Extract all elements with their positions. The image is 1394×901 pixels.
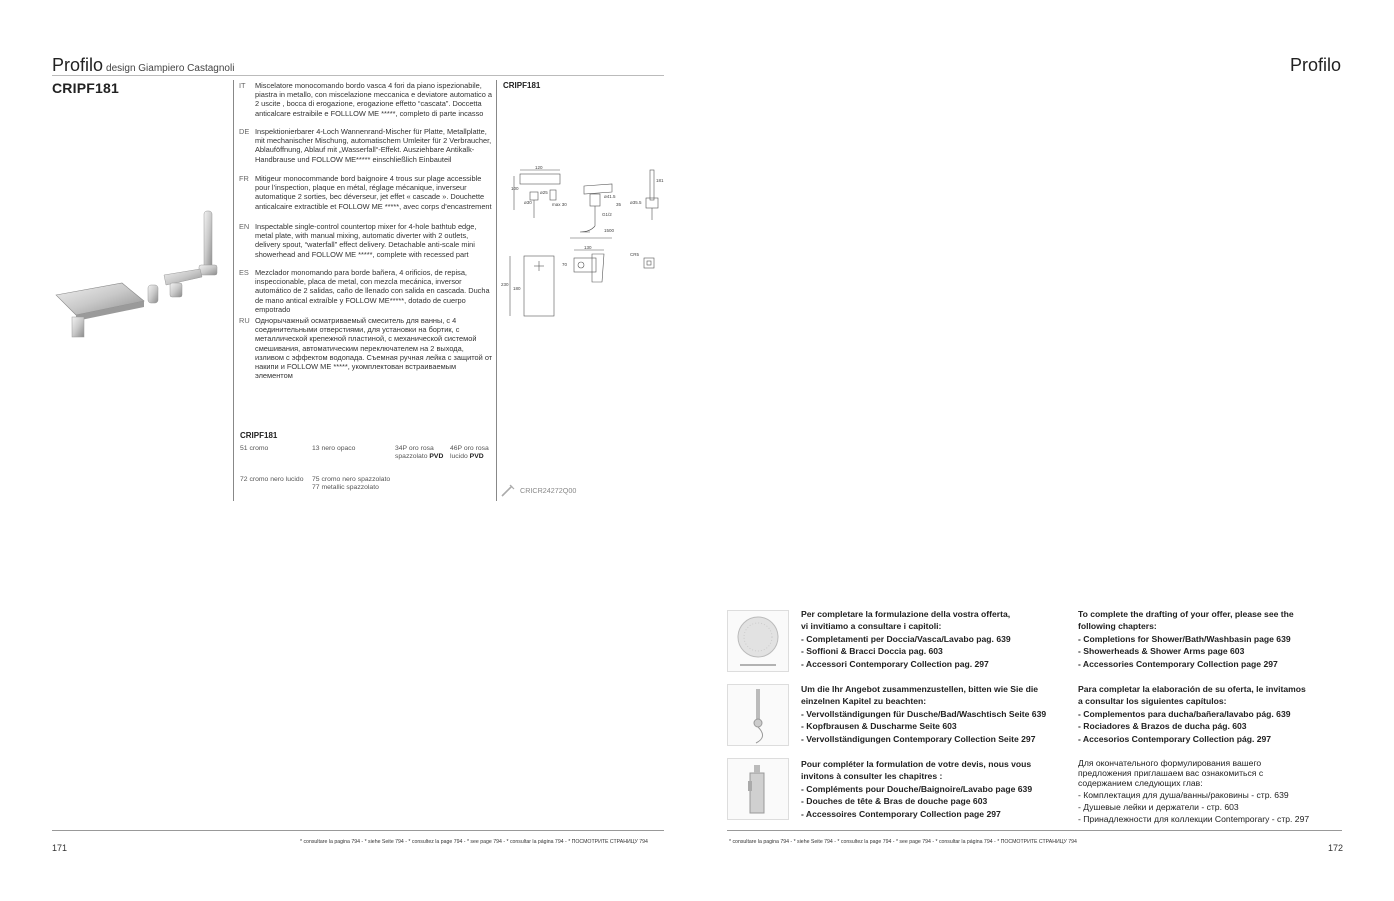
dim-max-30: max 30 — [552, 202, 567, 207]
description-text: Mitigeur monocommande bord baignoire 4 trous sur plage accessible pour l’inspection, plaque en métal, réglage mécanique, inverseur automatique 2 sorties, bec déverseur, jet effet « cascade ». Douchette anticalcaire extractible et FOLLOW ME *****, avec corps d’encastrement — [255, 174, 492, 211]
info-de-line: einzelnen Kapitel zu beachten: — [801, 696, 927, 707]
dim-230: 230 — [501, 282, 509, 287]
info-ru — [1078, 758, 1309, 824]
info-it-line: vi invitiamo a consultare i capitoli: — [801, 621, 942, 632]
finishes-title: CRIPF181 — [240, 431, 278, 440]
dim-30: ø30 — [524, 200, 532, 205]
drawing-title: CRIPF181 — [503, 81, 541, 90]
hand-shower-holder-icon — [728, 685, 788, 745]
info-it-line: - Completamenti per Doccia/Vasca/Lavabo pag. 639 — [801, 633, 1011, 644]
info-de-line: - Vervollständigungen Contemporary Collection Seite 297 — [801, 733, 1036, 744]
info-de-line: - Kopfbrausen & Duscharme Seite 603 — [801, 721, 957, 732]
dim-120: 120 — [535, 165, 543, 170]
info-fr-line: - Douches de tête & Bras de douche page 603 — [801, 796, 988, 807]
description-de — [239, 127, 494, 164]
product-image — [52, 205, 222, 345]
hand-shower-icon — [500, 484, 516, 498]
info-es-line: - Complementos para ducha/bañera/lavabo pág. 639 — [1078, 708, 1291, 719]
description-fr — [239, 174, 494, 211]
finish-13: 13 nero opaco — [312, 445, 356, 452]
description-ru — [239, 316, 494, 380]
page-number-right: 172 — [1328, 843, 1344, 853]
finish-pvd-label: PVD — [429, 453, 444, 460]
info-it-line: - Accessori Contemporary Collection pag. 297 — [801, 658, 989, 669]
dim-cr5: CR5 — [630, 252, 640, 257]
dim-180: 180 — [513, 286, 521, 291]
description-text: Inspektionierbarer 4-Loch Wannenrand-Mischer für Platte, Metallplatte, mit mechanischer Mischung, automatischem Umleiter für 2 Verbraucher, Ablauföffnung, Ablauf mit „Wasserfall“-Effekt. Ausziehbare Antikalk-Handbrause und FOLLOW ME***** einschließlich Einbauteil — [255, 127, 492, 164]
finish-75-77 — [312, 476, 390, 492]
accessory-code: CRICR24272Q00 — [520, 486, 577, 495]
footnote-right: * consultare la pagina 794 - * siehe Seite 794 - * consultez la page 794 - * see page 794 - * consultar la página 794 - * ПОСМОТРИТЕ СТРАНИЦУ 794 — [729, 839, 1077, 845]
info-de-line: - Vervollständigungen für Dusche/Bad/Waschtisch Seite 639 — [801, 708, 1047, 719]
showerhead-thumbnail — [727, 610, 789, 672]
finish-pvd-label: PVD — [469, 453, 484, 460]
info-de — [801, 683, 1046, 745]
footer-divider-right — [727, 830, 1342, 831]
info-fr — [801, 758, 1032, 820]
dim-41-5: ø41.5 — [604, 194, 616, 199]
dim-35-5: ø35.5 — [630, 200, 642, 205]
info-ru-line: - Душевые лейки и держатели - стр. 603 — [1078, 802, 1239, 812]
dim-1500: 1500 — [604, 228, 615, 233]
info-en-line: - Showerheads & Shower Arms page 603 — [1078, 646, 1245, 657]
info-es-line: Para completar la elaboración de su oferta, le invitamos — [1078, 684, 1306, 694]
finish-75: 75 cromo nero spazzolato — [312, 476, 391, 483]
dim-35: 35 — [616, 202, 622, 207]
finish-51: 51 cromo — [240, 445, 269, 452]
finish-77: 77 metallic spazzolato — [312, 484, 379, 491]
soap-dispenser-icon — [728, 759, 788, 819]
info-en-line: To complete the drafting of your offer, please see the — [1078, 609, 1294, 619]
dim-25: ø25 — [540, 190, 548, 195]
series-name: Profilo — [52, 55, 104, 75]
info-ru-line: предложения приглашаем вас ознакомиться с — [1078, 768, 1264, 778]
page-title-right: Profilo — [1290, 55, 1342, 75]
info-en-line: - Completions for Shower/Bath/Washbasin page 639 — [1078, 633, 1291, 644]
column-divider-1 — [233, 80, 234, 501]
header-divider-left — [52, 75, 664, 76]
column-divider-2 — [496, 80, 497, 501]
info-fr-line: - Compléments pour Douche/Baignoire/Lavabo page 639 — [801, 783, 1033, 794]
page-number-left: 171 — [52, 843, 68, 853]
technical-drawing — [500, 160, 665, 325]
info-fr-line: invitons à consulter les chapitres : — [801, 771, 943, 782]
finish-34p-line1: 34P oro rosa — [395, 445, 434, 452]
product-code: CRIPF181 — [52, 80, 119, 96]
description-it — [239, 81, 494, 118]
finish-46p-line1: 46P oro rosa — [450, 445, 489, 452]
dim-70: 70 — [562, 262, 568, 267]
description-text: Mezclador monomando para borde bañera, 4 orificios, de repisa, inspeccionable, placa de metal, con mezcla mecánica, inversor automático de 2 salidas, caño de llenado con salida en cascada. Ducha de mano antical extraíble y FOLLOW ME*****, dotado de cuerpo empotrado — [255, 268, 490, 314]
lang-code: IT — [239, 81, 246, 90]
showerhead-icon — [728, 611, 788, 671]
description-text: Inspectable single-control countertop mixer for 4-hole bathtub edge, metal plate, with manual mixing, automatic diverter with 2 outlets, delivery spout, “waterfall” effect delivery. Detachable anti-scale mini showerhead and FOLLOW ME *****, complete with recessed part — [255, 222, 477, 259]
info-ru-line: - Комплектация для душа/ванны/раковины - стр. 639 — [1078, 790, 1289, 800]
finish-34p-line2: spazzolato — [395, 453, 428, 460]
finish-46p — [450, 445, 489, 461]
lang-code: ES — [239, 268, 249, 277]
page-title-left — [52, 55, 234, 76]
info-es-line: - Accesorios Contemporary Collection pág. 297 — [1078, 733, 1272, 744]
info-es-line: - Rociadores & Brazos de ducha pág. 603 — [1078, 721, 1247, 732]
finish-46p-line2: lucido — [450, 453, 468, 460]
dim-100: 100 — [511, 186, 519, 191]
lang-code: EN — [239, 222, 250, 231]
info-de-line: Um die Ihr Angebot zusammenzustellen, bitten wie Sie die — [801, 684, 1039, 694]
info-fr-line: Pour compléter la formulation de votre devis, nous vous — [801, 759, 1032, 769]
finish-72: 72 cromo nero lucido — [240, 476, 304, 483]
info-it-line: Per completare la formulazione della vostra offerta, — [801, 609, 1011, 619]
info-ru-line: Для окончательного формулирования вашего — [1078, 758, 1262, 768]
designer-credit: design Giampiero Castagnoli — [106, 63, 235, 74]
dim-g12: G1/2 — [602, 212, 612, 217]
info-it — [801, 608, 1011, 670]
finish-34p — [395, 445, 443, 461]
dim-181: 181 — [656, 178, 664, 183]
info-en — [1078, 608, 1294, 670]
info-fr-line: - Accessoires Contemporary Collection page 297 — [801, 808, 1001, 819]
info-en-line: following chapters: — [1078, 621, 1157, 632]
lang-code: FR — [239, 174, 249, 183]
description-en — [239, 222, 494, 259]
description-text: Однорычажный осматриваемый смеситель для ванны, с 4 соединительными отверстиями, для установки на бортик, с металлической крепежной пластиной, с механической системой смешивания, автоматическим переключателем на 2 выхода, изливом с эффектом водопада. Съемная ручная лейка с защитой от накипи и FOLLOW ME *****, укомплектован встраиваемым элементом — [255, 316, 493, 381]
lang-code: RU — [239, 316, 250, 325]
footer-divider-left — [52, 830, 664, 831]
soap-dispenser-thumbnail — [727, 758, 789, 820]
description-text: Miscelatore monocomando bordo vasca 4 fori da piano ispezionabile, piastra in metallo, con miscelazione meccanica e deviatore automatico a 2 uscite , bocca di erogazione, erogazione effetto “cascata”. Doccetta anticalcare estraibile e FOLLLOW ME *****, completo di parte incasso — [255, 81, 493, 118]
info-es-line: a consultar los siguientes capítulos: — [1078, 696, 1227, 707]
description-es — [239, 268, 494, 314]
hand-shower-thumbnail — [727, 684, 789, 746]
dim-130: 130 — [584, 245, 592, 250]
info-ru-line: - Принадлежности для коллекции Contemporary - стр. 297 — [1078, 814, 1310, 824]
info-en-line: - Accessories Contemporary Collection page 297 — [1078, 658, 1278, 669]
lang-code: DE — [239, 127, 250, 136]
info-ru-line: содержанием следующих глав: — [1078, 778, 1203, 788]
footnote-left: * consultare la pagina 794 - * siehe Seite 794 - * consultez la page 794 - * see page 794 - * consultar la página 794 - * ПОСМОТРИТЕ СТРАНИЦУ 794 — [300, 839, 648, 845]
info-it-line: - Soffioni & Bracci Doccia pag. 603 — [801, 646, 943, 657]
info-es — [1078, 683, 1306, 745]
